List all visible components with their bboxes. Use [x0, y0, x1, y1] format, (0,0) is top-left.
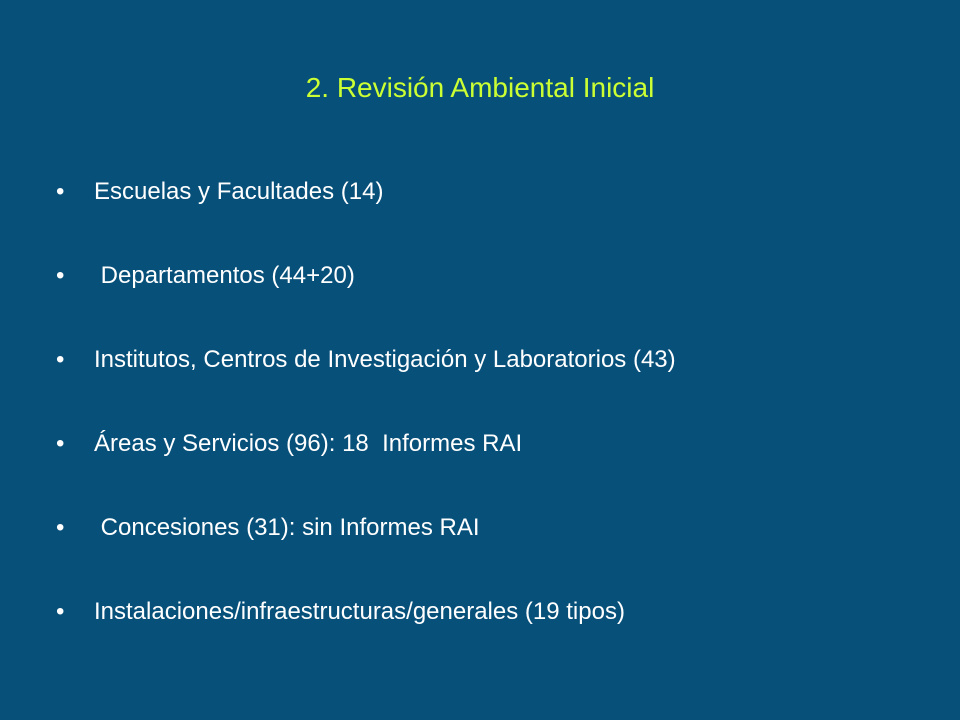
bullet-text: Institutos, Centros de Investigación y Laboratorios (43)	[94, 346, 676, 373]
bullet-text: Áreas y Servicios (96): 18 Informes RAI	[94, 430, 523, 457]
bullet-icon: •	[56, 514, 65, 541]
bullet-text: Escuelas y Facultades (14)	[94, 178, 384, 205]
bullet-text: Instalaciones/infraestructuras/generales (19 tipos)	[94, 598, 625, 625]
bullet-icon: •	[56, 598, 65, 625]
bullet-text: Departamentos (44+20)	[94, 262, 355, 289]
bullet-text: Concesiones (31): sin Informes RAI	[94, 514, 480, 541]
bullet-icon: •	[56, 346, 65, 373]
bullet-icon: •	[56, 262, 65, 289]
slide-title: 2. Revisión Ambiental Inicial	[305, 72, 655, 103]
bullet-icon: •	[56, 430, 65, 457]
bullet-icon: •	[56, 178, 65, 205]
